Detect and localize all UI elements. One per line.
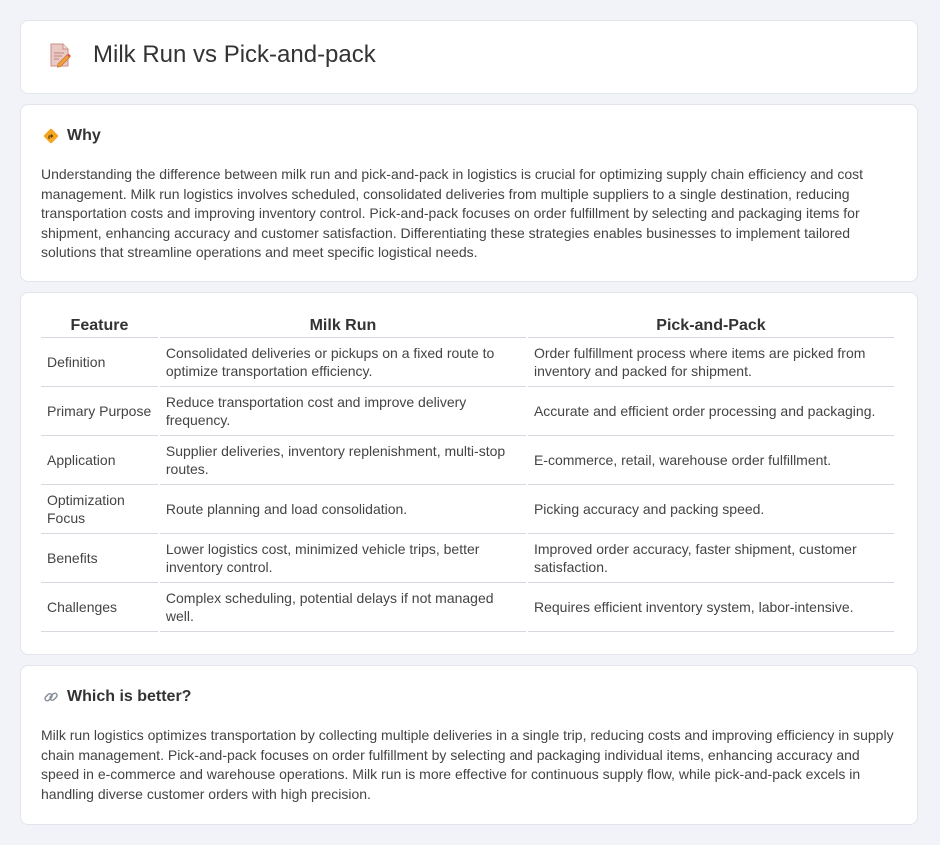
table-row	[41, 534, 894, 583]
feature-cell: Optimization Focus	[41, 485, 158, 534]
feature-cell: Primary Purpose	[41, 387, 158, 436]
document-edit-icon	[45, 41, 73, 69]
header-feature: Feature	[41, 315, 158, 338]
table-row	[41, 583, 894, 632]
road-sign-icon	[43, 128, 59, 144]
table-row	[41, 436, 894, 485]
link-icon	[43, 689, 59, 705]
feature-cell: Challenges	[41, 583, 158, 632]
pick-and-pack-cell: Requires efficient inventory system, labor-intensive.	[528, 583, 894, 632]
which-is-better-title: Which is better?	[67, 688, 192, 705]
milk-run-cell: Lower logistics cost, minimized vehicle trips, better inventory control.	[160, 534, 526, 583]
table-row	[41, 485, 894, 534]
why-title: Why	[67, 127, 101, 144]
header-pick-and-pack: Pick-and-Pack	[528, 315, 894, 338]
pick-and-pack-cell: Accurate and efficient order processing and packaging.	[528, 387, 894, 436]
page-title: Milk Run vs Pick-and-pack	[93, 41, 376, 68]
milk-run-cell: Consolidated deliveries or pickups on a fixed route to optimize transportation efficiency.	[160, 338, 526, 387]
milk-run-cell: Route planning and load consolidation.	[160, 485, 526, 534]
pick-and-pack-cell: Improved order accuracy, faster shipment, customer satisfaction.	[528, 534, 894, 583]
pick-and-pack-cell: Order fulfillment process where items are picked from inventory and packed for shipment.	[528, 338, 894, 387]
which-is-better-text: Milk run logistics optimizes transportation by collecting multiple deliveries in a single trip, reducing costs and improving efficiency in supply chain management. Pick-and-pack focuses on order fulfillment by selecting and packaging individual items, enhancing accuracy and speed in e-commerce and warehouse operations. Milk run is more effective for continuous supply flow, while pick-and-pack excels in handling diverse customer orders with high precision.	[41, 727, 894, 802]
pick-and-pack-cell: E-commerce, retail, warehouse order fulfillment.	[528, 436, 894, 485]
milk-run-cell: Supplier deliveries, inventory replenishment, multi-stop routes.	[160, 436, 526, 485]
table-row	[41, 387, 894, 436]
comparison-section	[20, 292, 918, 655]
feature-cell: Definition	[41, 338, 158, 387]
feature-cell: Benefits	[41, 534, 158, 583]
milk-run-cell: Reduce transportation cost and improve delivery frequency.	[160, 387, 526, 436]
header-card	[20, 20, 918, 94]
feature-cell: Application	[41, 436, 158, 485]
milk-run-cell: Complex scheduling, potential delays if not managed well.	[160, 583, 526, 632]
comparison-table	[39, 315, 896, 632]
table-row	[41, 338, 894, 387]
pick-and-pack-cell: Picking accuracy and packing speed.	[528, 485, 894, 534]
table-header-row	[41, 315, 894, 338]
why-text: Understanding the difference between milk run and pick-and-pack in logistics is crucial for optimizing supply chain efficiency and cost management. Milk run logistics involves scheduled, consolidated deliveries from multiple suppliers to a single destination, reducing transportation costs and improving inventory control. Pick-and-pack focuses on order fulfillment by selecting and packaging items for shipment, enhancing accuracy and customer satisfaction. Differentiating these strategies enables businesses to implement tailored solutions that streamline operations and meet specific logistical needs.	[41, 166, 864, 261]
which-is-better-section	[20, 665, 918, 825]
header-milk-run: Milk Run	[160, 315, 526, 338]
why-section	[20, 104, 918, 282]
